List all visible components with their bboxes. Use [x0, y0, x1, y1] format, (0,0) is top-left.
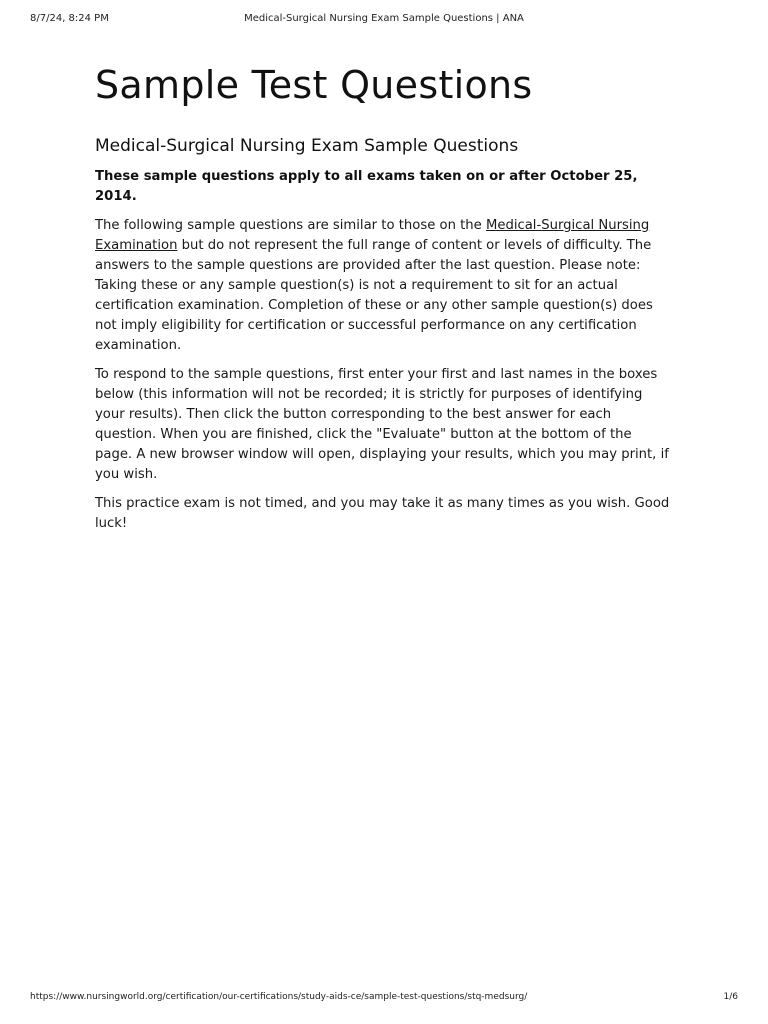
print-url: https://www.nursingworld.org/certification/our-certifications/study-aids-ce/sample-test-questions/stq-medsurg/: [30, 992, 528, 1002]
closing-paragraph: This practice exam is not timed, and you may take it as many times as you wish. Good luck!: [95, 496, 670, 531]
exam-subheading: Medical-Surgical Nursing Exam Sample Questions: [95, 136, 519, 156]
page-title: Sample Test Questions: [95, 63, 533, 107]
intro-text-end: but do not represent the full range of content or levels of difficulty. The answers to the sample questions are provided after the last question. Please note: Taking these or any sample question(s) is not a requirement to sit for an actual certification examination. Completion of these or any other sample question(s) does not imply eligibility for certification or successful performance on any certification examination.: [95, 238, 653, 353]
instructions-paragraph: To respond to the sample questions, first enter your first and last names in the boxes below (this information will not be recorded; it is strictly for purposes of identifying your results). Then click the button corresponding to the best answer for each question. When you are finished, click the "Evaluate" button at the bottom of the page. A new browser window will open, displaying your results, which you may print, if you wish.: [95, 367, 669, 482]
applicability-note: These sample questions apply to all exams taken on or after October 25, 2014.: [95, 169, 638, 204]
page-number: 1/6: [723, 992, 738, 1002]
intro-text-start: The following sample questions are similar to those on the: [95, 218, 486, 233]
print-footer: [30, 992, 738, 1006]
main-content: [95, 58, 671, 534]
medsurg-exam-link[interactable]: Medical-Surgical Nursing Examination: [95, 218, 650, 253]
print-header: [30, 13, 738, 29]
print-page-title: Medical-Surgical Nursing Exam Sample Questions | ANA: [244, 13, 524, 24]
print-datetime: 8/7/24, 8:24 PM: [30, 13, 109, 24]
intro-paragraph: [95, 216, 671, 356]
